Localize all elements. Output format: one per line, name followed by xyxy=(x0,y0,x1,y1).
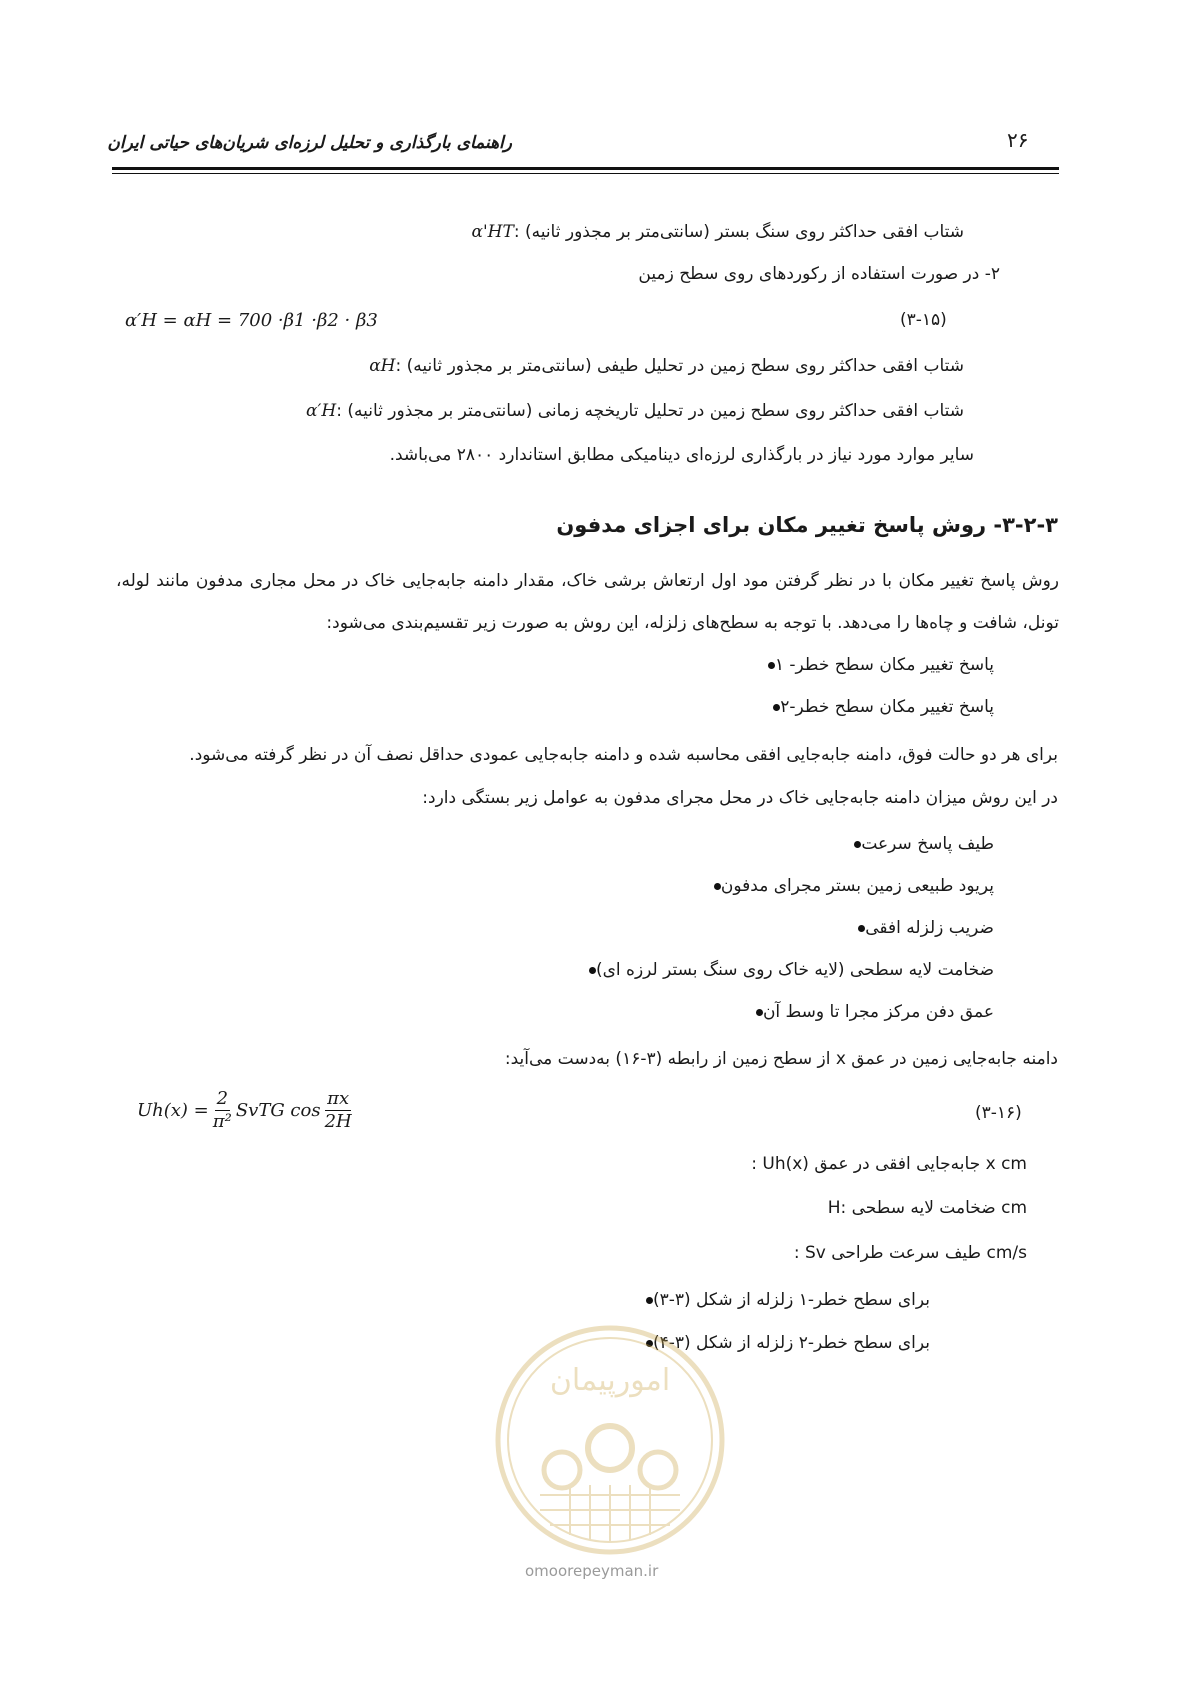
list-item: عمق دفن مرکز مجرا تا وسط آن xyxy=(738,1002,994,1022)
def-h: H: ضخامت لایه سطحی cm xyxy=(827,1198,1027,1218)
eq16-mid: SvTG cos xyxy=(235,1100,321,1121)
other-note: سایر موارد مورد نیاز در بارگذاری لرزه‌ای دینامیکی مطابق استاندارد ۲۸۰۰ می‌باشد. xyxy=(389,445,974,465)
def-aHp-text: : شتاب افقی حداکثر روی سطح زمین در تحلیل تاریخچه زمانی (سانتی‌متر بر مجذور ثانیه) xyxy=(336,401,964,421)
bullet-icon xyxy=(773,704,780,711)
def-uh: : Uh(x) جابه‌جایی افقی در عمق x cm xyxy=(751,1154,1027,1174)
eq16-fraction-1: $\frac{2}{\text{π²}}$ xyxy=(212,1088,232,1132)
paragraph-1: روش پاسخ تغییر مکان با در نظر گرفتن مود اول ارتعاش برشی خاک، مقدار دامنه جابه‌جایی خاک در محل مجاری مدفون مانند لوله، تونل، شافت و چاه‌ها را می‌دهد. با توجه به سطح‌های زلزله، این روش به صورت زیر تقسیم‌بندی می‌شود: xyxy=(116,571,1059,633)
bullet-icon xyxy=(646,1297,653,1304)
list-item: پاسخ تغییر مکان سطح خطر- ۱ xyxy=(750,655,994,675)
def-sv: : Sv طیف سرعت طراحی cm/s xyxy=(793,1243,1027,1263)
eq16-fraction-2: $\frac{\pi x}{2H}$ xyxy=(324,1088,352,1132)
def-aHT-symbol: α'HT xyxy=(471,222,514,242)
header-rule-thick xyxy=(112,167,1059,170)
header-rule-thin xyxy=(112,173,1059,174)
bullet-icon xyxy=(854,841,861,848)
def-aH xyxy=(369,356,964,376)
bullet-icon xyxy=(756,1009,763,1016)
eq16-number: (۳-۱۶) xyxy=(975,1103,1022,1123)
bullet-icon xyxy=(714,883,721,890)
bullet-icon xyxy=(768,662,775,669)
paragraph-4: دامنه جابه‌جایی زمین در عمق x از سطح زمین از رابطه (۳-۱۶) به‌دست می‌آید: xyxy=(504,1049,1058,1069)
def-aHp-symbol: α′H xyxy=(306,401,337,421)
def-aHT xyxy=(471,222,964,242)
bullet-icon xyxy=(858,925,865,932)
paragraph-2: برای هر دو حالت فوق، دامنه جابه‌جایی افقی محاسبه شده و دامنه جابه‌جایی عمودی حداقل نصف آن در نظر گرفته می‌شود. xyxy=(189,745,1058,765)
list-item: پاسخ تغییر مکان سطح خطر-۲ xyxy=(755,697,994,717)
watermark-logo-text: امورپیمان xyxy=(549,1363,671,1398)
section-heading: ۳-۲-۳- روش پاسخ تغییر مکان برای اجزای مدفون xyxy=(556,513,1058,537)
item-2: ۲- در صورت استفاده از رکوردهای روی سطح زمین xyxy=(638,264,1000,284)
def-aH-text: : شتاب افقی حداکثر روی سطح زمین در تحلیل طیفی (سانتی‌متر بر مجذور ثانیه) xyxy=(395,356,964,376)
paragraph-3: در این روش میزان دامنه جابه‌جایی خاک در محل مجرای مدفون به عوامل زیر بستگی دارد: xyxy=(422,788,1058,808)
def-aHp xyxy=(306,401,964,421)
eq16-formula xyxy=(137,1088,352,1133)
list-item: ضریب زلزله افقی xyxy=(840,918,994,938)
def-aHT-text: : شتاب افقی حداکثر روی سنگ بستر (سانتی‌متر بر مجذور ثانیه) xyxy=(513,222,964,242)
page-number: ۲۶ xyxy=(1007,128,1029,152)
eq16-lhs: Uh(x) = xyxy=(137,1100,209,1121)
list-item: پریود طبیعی زمین بستر مجرای مدفون xyxy=(696,876,994,896)
list-item: برای سطح خطر-۲ زلزله از شکل (۳-۴) xyxy=(628,1333,930,1353)
watermark-logo-icon xyxy=(490,1320,730,1560)
watermark-url: omoorepeyman.ir xyxy=(525,1562,659,1580)
eq15-formula: α′H = αH = 700 ·β1 ·β2 · β3 xyxy=(125,310,378,331)
def-aH-symbol: αH xyxy=(369,356,396,376)
bullet-icon xyxy=(589,967,596,974)
list-item: برای سطح خطر-۱ زلزله از شکل (۳-۳) xyxy=(628,1290,930,1310)
list-item: طیف پاسخ سرعت xyxy=(836,834,994,854)
list-item: ضخامت لایه سطحی (لایه خاک روی سنگ بستر لرزه ای) xyxy=(571,960,994,980)
eq15-number: (۳-۱۵) xyxy=(900,310,947,330)
running-header-title: راهنمای بارگذاری و تحلیل لرزه‌ای شریان‌های حیاتی ایران xyxy=(107,133,512,153)
